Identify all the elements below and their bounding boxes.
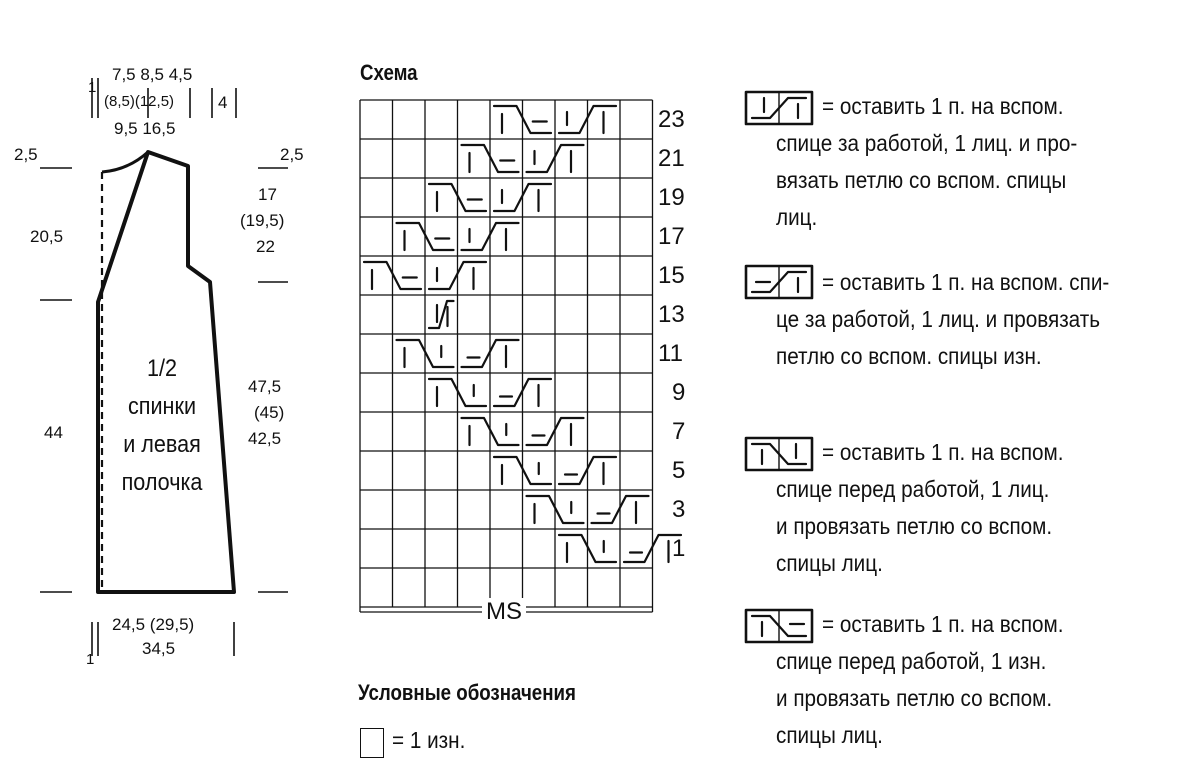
cross-right-knit-icon: [746, 92, 812, 124]
legend-item-1: [822, 88, 1064, 125]
center-label-line1: 1/2: [146, 355, 178, 382]
legend-item-4-line2: спице перед работой, 1 изн.: [776, 648, 1047, 674]
right-dim-side-1: 47,5: [248, 377, 282, 396]
legend-item-1-cont: [776, 125, 1077, 236]
chart-row-number: 23: [658, 106, 685, 133]
chart-row-number: 7: [672, 418, 686, 445]
cross-left-purl-icon: [746, 610, 812, 642]
legend-empty-cell-text: = 1 изн.: [392, 727, 466, 753]
chart-row-number: 13: [658, 301, 685, 328]
legend-item-1-line1: = оставить 1 п. на вспом.: [822, 93, 1064, 119]
legend-item-4-line3: и провязать петлю со вспом.: [776, 685, 1053, 711]
legend-item-3-line3: и провязать петлю со вспом.: [776, 513, 1053, 539]
right-dim-armhole-1: 17: [258, 185, 277, 204]
right-dim-top: 2,5: [280, 145, 304, 164]
right-dim-armhole-3: 22: [256, 237, 275, 256]
legend-item-3-line1: = оставить 1 п. на вспом.: [822, 439, 1064, 465]
chart-row-number: 21: [658, 145, 685, 172]
legend-item-4-line1: = оставить 1 п. на вспом.: [822, 611, 1064, 637]
chart-row-number: 5: [672, 457, 686, 484]
right-dim-side-2: (45): [254, 403, 285, 422]
chart-title: Схема: [360, 60, 418, 85]
legend-item-3: [822, 434, 1064, 471]
bottom-dim-edge: 1: [86, 651, 95, 668]
left-dim-top: 2,5: [14, 145, 38, 164]
legend-item-2-cont: [776, 301, 1100, 375]
top-dim-shoulder: 4: [218, 93, 228, 112]
legend-title: Условные обозначения: [358, 680, 576, 705]
cross-left-knit-icon: [746, 438, 812, 470]
chart-row-number: 9: [672, 379, 686, 406]
right-dim-armhole-2: (19,5): [240, 211, 285, 230]
legend-item-1-line3: вязать петлю со вспом. спицы: [776, 167, 1067, 193]
center-label-line3: и левая: [123, 431, 201, 458]
bottom-dim-line1: 24,5 (29,5): [112, 615, 195, 634]
right-dim-side-3: 42,5: [248, 429, 282, 448]
legend-item-3-cont: [776, 471, 1052, 582]
legend-item-2-line2: це за работой, 1 лиц. и провязать: [776, 306, 1101, 332]
chart-row-number: 19: [658, 184, 685, 211]
chart-row-number: 17: [658, 223, 685, 250]
top-dim-line1: 7,5 8,5 4,5: [112, 65, 193, 84]
top-dim-line2: (8,5)(12,5): [104, 93, 175, 110]
chart-row-number: 15: [658, 262, 685, 289]
chart-row-number: 11: [658, 340, 683, 367]
center-label-line4: полочка: [121, 469, 203, 496]
chart-row-number: 1: [672, 535, 686, 562]
legend-item-4-cont: [776, 643, 1052, 754]
legend-item-2-line3: петлю со вспом. спицы изн.: [776, 343, 1042, 369]
legend-item-2-line1: = оставить 1 п. на вспом. спи-: [822, 269, 1110, 295]
legend-item-1-line4: лиц.: [776, 204, 818, 230]
legend-item-3-line2: спице перед работой, 1 лиц.: [776, 476, 1050, 502]
cross-right-purl-icon: [746, 266, 812, 298]
legend-item-2: [822, 264, 1109, 301]
top-dim-edge: 1: [88, 79, 97, 96]
left-dim-side: 44: [44, 423, 63, 442]
legend-item-3-line4: спицы лиц.: [776, 550, 883, 576]
chart-row-number: 3: [672, 496, 686, 523]
left-dim-armhole: 20,5: [30, 227, 64, 246]
legend-item-4: [822, 606, 1064, 643]
top-dim-line3: 9,5 16,5: [114, 119, 176, 138]
center-label-line2: спинки: [127, 393, 197, 420]
legend-item-1-line2: спице за работой, 1 лиц. и про-: [776, 130, 1078, 156]
repeat-label: MS: [482, 598, 526, 626]
legend-item-4-line4: спицы лиц.: [776, 722, 883, 748]
bottom-dim-line2: 34,5: [142, 639, 176, 658]
